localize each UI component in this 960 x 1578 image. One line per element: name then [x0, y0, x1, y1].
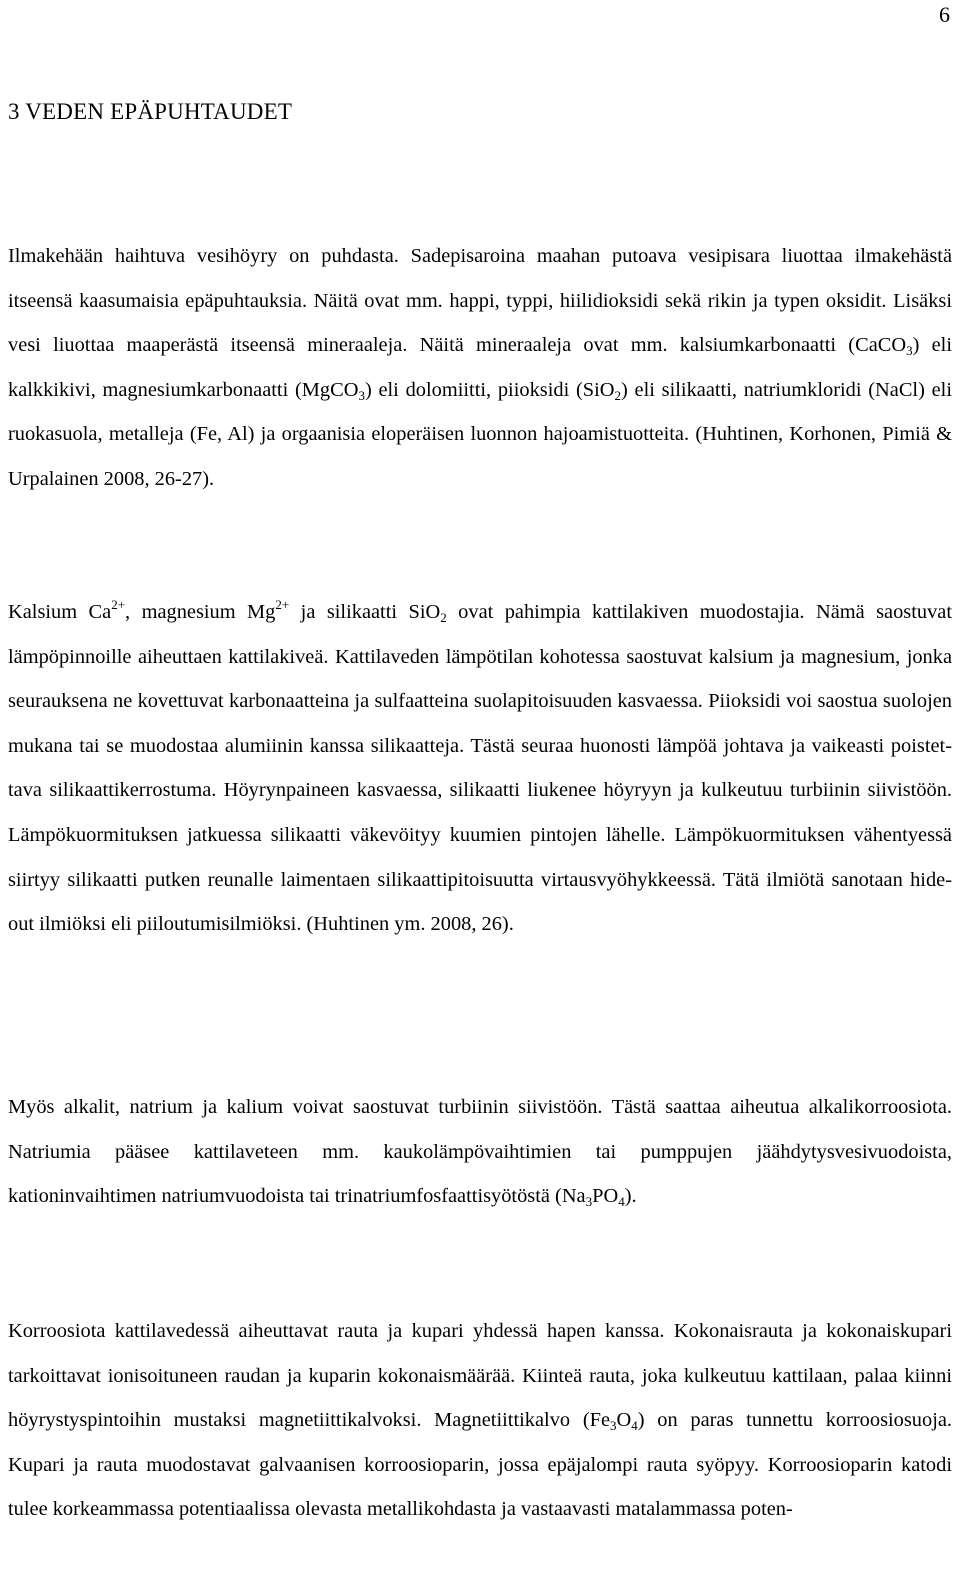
section-heading: 3 VEDEN EPÄPUHTAUDET	[8, 99, 293, 124]
text-run: ovat pahimpia kattilakiven muodostajia. Nämä saostuvat lämpöpinnoille aiheuttaen kattilakiveä. Kattilaveden lämpötilan kohotessa saostuvat kalsium ja magnesium, jonka seurauksena ne kovettuvat karbonaatteina ja sulfaatteina suolapitoisuuden kasvaessa. Piioksidi voi saostua suolojen mukana tai se muodostaa alumiinin kanssa silikaatteja. Tästä seuraa huonosti lämpöä johtava ja vaikeasti poistettava silikaattikerrostuma. Höyrynpaineen kasvaessa, silikaatti liukenee höyryyn ja kulkeutuu turbiinin siivistöön. Lämpökuormituksen jatkuessa silikaatti väkevöityy kuumien pintojen lähelle. Lämpökuormituksen vähentyessä siirtyy silikaatti putken reunalle laimentaen silikaattipitoisuutta virtausvyöhykkeessä. Tätä ilmiötä sanotaan hide-out ilmiöksi eli piiloutumisilmiöksi. (Huhtinen ym. 2008, 26).	[8, 601, 952, 936]
text-run: Korroosiota kattilavedessä aiheuttavat rauta ja kupari yhdessä hapen kanssa. Kokonaisrauta ja kokonaiskupari tarkoittavat ionisoituneen raudan ja kuparin kokonaismäärää. Kiinteä rauta, joka kulkeutuu kattilaan, palaa kiinni höyrystyspintoihin mustaksi magnetiittikalvoksi. Magnetiittikalvo (Fe	[8, 1320, 952, 1432]
text-run: Ilmakehään haihtuva vesihöyry on puhdasta. Sadepisaroina maahan putoava vesipisara liuottaa ilmakehästä itseensä kaasumaisia epäpuhtauksia. Näitä ovat mm. happi, typpi, hiilidioksidi sekä rikin ja typen oksidit. Lisäksi vesi liuottaa maaperästä itseensä mineraaleja. Näitä mineraaleja ovat mm. kalsiumkarbonaatti (CaCO	[8, 245, 952, 357]
subscript: 3	[610, 1418, 617, 1434]
paragraph-air-impurities	[8, 234, 952, 502]
subscript: 3	[906, 343, 913, 359]
superscript: 2+	[111, 597, 126, 612]
text-run: ) on paras tunnettu korroosiosuoja. Kupari ja rauta muodostavat galvaanisen korroosioparin, jossa epäjalompi rauta syöpyy. Korroosioparin katodi tulee korkeammassa potentiaalissa olevasta metallikohdasta ja vastaavasti matalammassa poten-	[8, 1409, 953, 1521]
paragraph-alkali-corrosion	[8, 1085, 952, 1219]
text-run: ).	[624, 1185, 637, 1208]
text-run: ) eli kalkkikivi, magnesiumkarbonaatti (MgCO	[8, 334, 952, 401]
superscript: 2+	[275, 597, 290, 612]
subscript: 4	[631, 1418, 638, 1434]
text-run: , magnesium Mg	[125, 601, 276, 623]
text-run: ) eli silikaatti, natriumkloridi (NaCl) eli ruokasuola, metalleja (Fe, Al) ja orgaanisia eloperäisen luonnon hajoamistuotteita. (Huhtinen, Korhonen, Pimiä & Urpalainen 2008, 26-27).	[8, 378, 953, 490]
subscript: 3	[358, 387, 365, 403]
paragraph-iron-copper-corrosion	[8, 1309, 952, 1532]
subscript: 4	[618, 1194, 625, 1210]
text-run: Kalsium Ca	[8, 601, 112, 623]
paragraph-boiler-scale	[8, 590, 952, 947]
page-number: 6	[939, 2, 950, 27]
subscript: 2	[614, 387, 622, 403]
subscript: 2	[440, 610, 447, 625]
text-run: PO	[592, 1185, 619, 1208]
text-run: ja silikaatti SiO	[289, 601, 441, 623]
text-run: O	[616, 1409, 632, 1432]
subscript: 3	[585, 1194, 593, 1210]
text-run: ) eli dolomiitti, piioksidi (SiO	[364, 378, 615, 401]
text-run: Myös alkalit, natrium ja kalium voivat saostuvat turbiinin siivistöön. Tästä saattaa aiheutua alkalikorroosiota. Natriumia pääsee kattilaveteen mm. kaukolämpövaihtimien tai pumppujen jäähdytysvesivuodoista, kationinvaihtimen natriumvuodoista tai trinatriumfosfaattisyötöstä (Na	[8, 1096, 952, 1208]
